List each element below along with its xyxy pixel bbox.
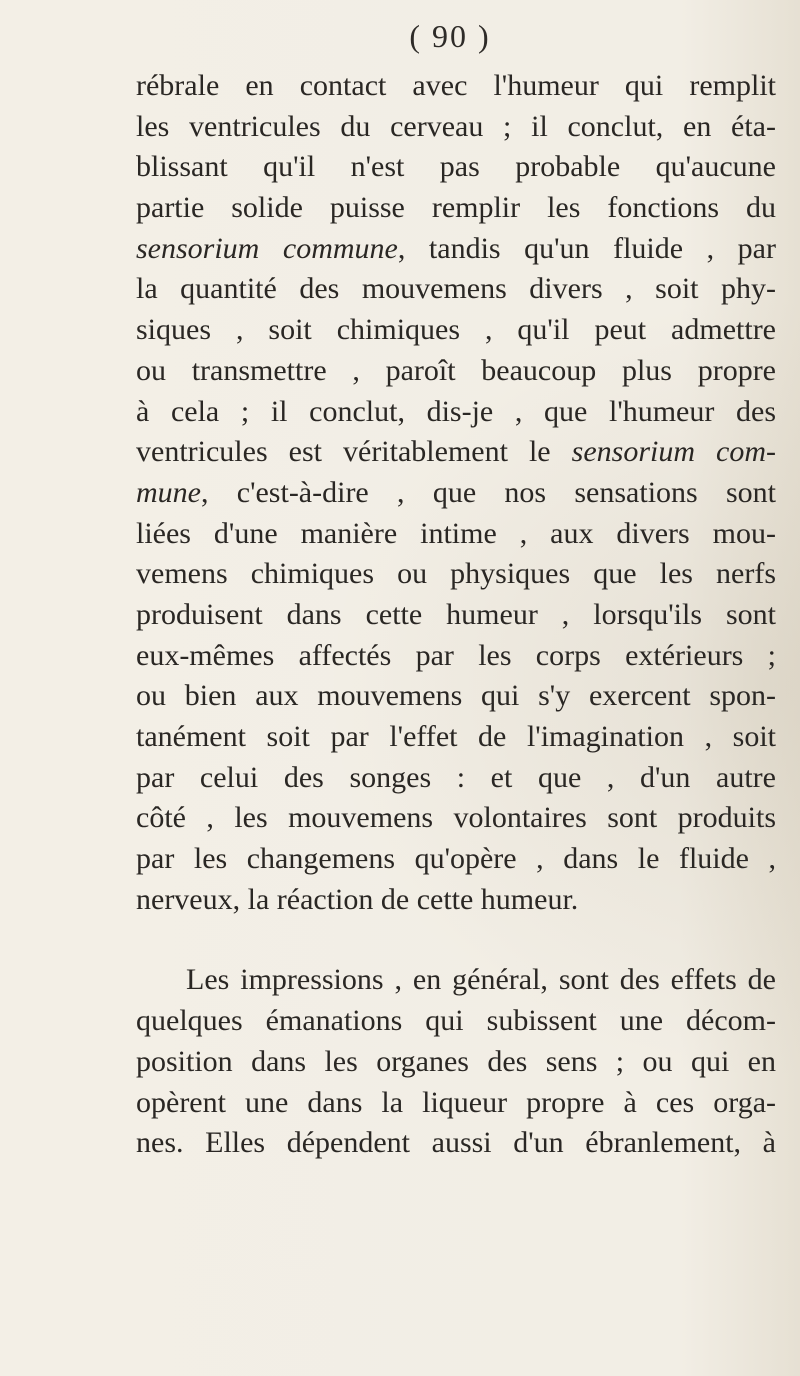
text-line: mune, c'est-à-dire , que nos sensations sont: [136, 475, 776, 509]
text-line: tanément soit par l'effet de l'imagination , soit: [136, 720, 776, 753]
text-line: eux-mêmes affectés par les corps extérieurs ;: [136, 638, 776, 672]
text-line: produisent dans cette humeur , lorsqu'ils sont: [136, 597, 776, 631]
text-line: blissant qu'il n'est pas probable qu'aucune: [136, 150, 776, 184]
text-line: à cela ; il conclut, dis-je , que l'humeur des: [136, 394, 776, 428]
text-line: côté , les mouvemens volontaires sont produits: [136, 801, 776, 835]
text-line: nes. Elles dépendent aussi d'un ébranlement, à: [136, 1126, 776, 1160]
text-line: liées d'une manière intime , aux divers mou-: [136, 516, 776, 550]
paragraph-2: [136, 960, 776, 1163]
text-line: ou bien aux mouvemens qui s'y exercent spon-: [136, 679, 776, 713]
italic-term: sensorium com-: [571, 435, 776, 469]
paragraph-gap: [136, 920, 776, 960]
page-text: [136, 66, 776, 1164]
text-line: vemens chimiques ou physiques que les nerfs: [136, 557, 776, 591]
text-line: ventricules est véritablement le sensorium com-: [136, 435, 776, 469]
text-line: siques , soit chimiques , qu'il peut admettre: [136, 313, 776, 347]
text-line: quelques émanations qui subissent une décom-: [136, 1004, 776, 1038]
text-line: Les impressions , en général, sont des effets de: [186, 963, 776, 997]
text-line: opèrent une dans la liqueur propre à ces orga-: [136, 1085, 776, 1119]
text-line: sensorium commune, tandis qu'un fluide , par: [136, 231, 776, 265]
text-line: partie solide puisse remplir les fonctions du: [136, 191, 776, 225]
page-number: ( 90 ): [409, 18, 491, 54]
italic-term: mune: [136, 475, 201, 509]
text-line: rébrale en contact avec l'humeur qui remplit: [136, 69, 776, 102]
text-line: nerveux, la réaction de cette humeur.: [136, 882, 579, 916]
text-line: position dans les organes des sens ; ou qui en: [136, 1044, 776, 1078]
paragraph-1: [136, 66, 776, 920]
text-line: par celui des songes : et que , d'un autre: [136, 760, 776, 794]
italic-term: sensorium commune: [136, 231, 398, 265]
text-line: ou transmettre , paroît beaucoup plus propre: [136, 353, 776, 387]
text-line: par les changemens qu'opère , dans le fluide ,: [136, 842, 776, 876]
text-line: les ventricules du cerveau ; il conclut, en éta-: [136, 109, 776, 143]
text-line: la quantité des mouvemens divers , soit phy-: [136, 272, 776, 306]
